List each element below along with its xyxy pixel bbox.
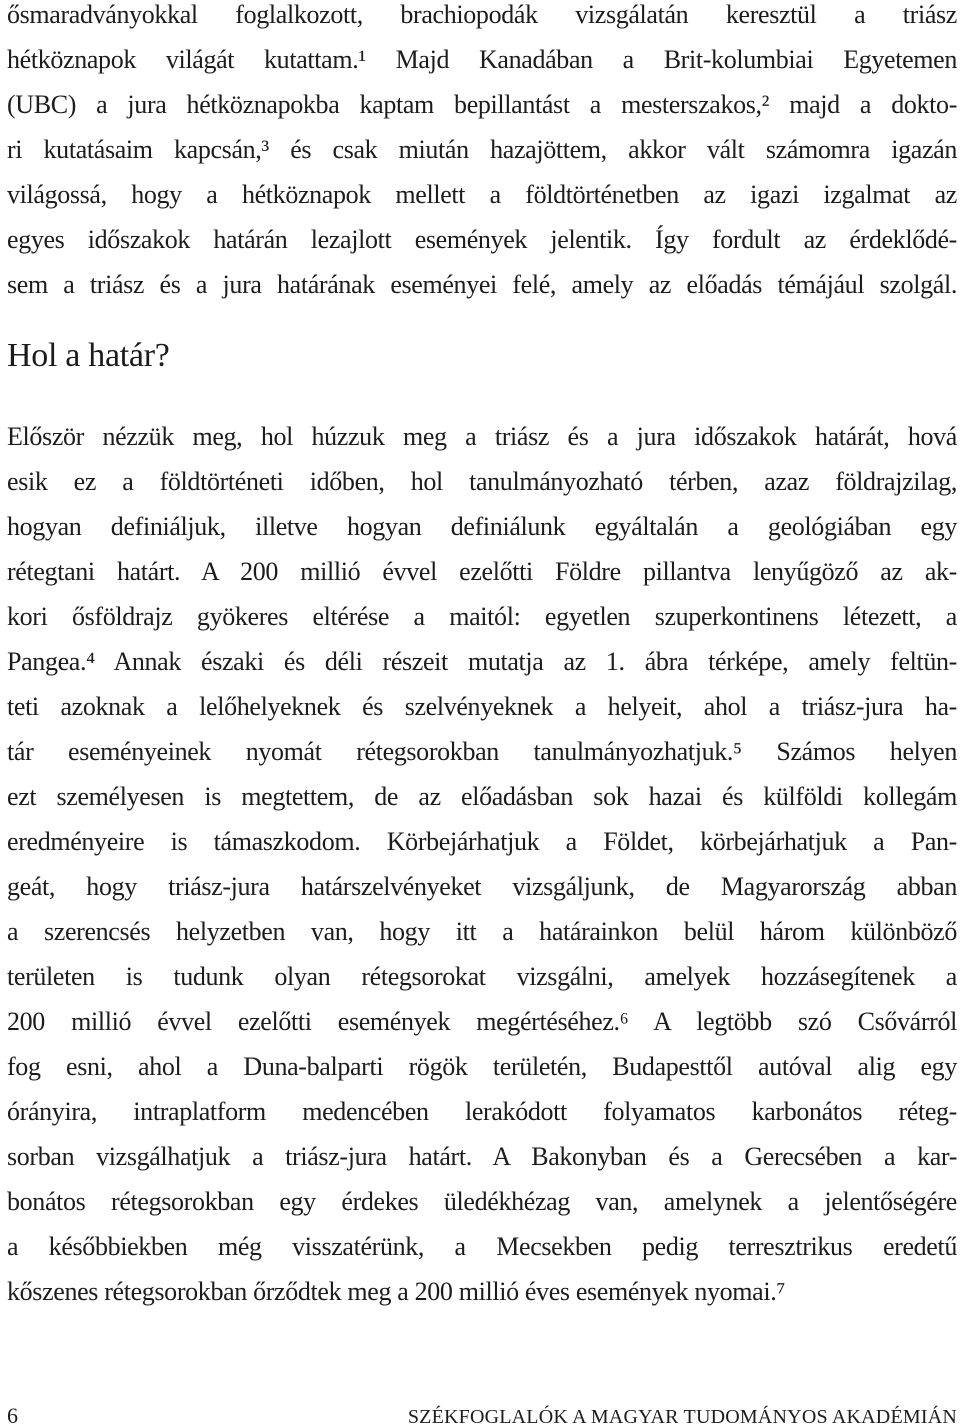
page-number: 6 [7,1403,18,1428]
text-line: Pangea.⁴ Annak északi és déli részeit mutatja az 1. ábra térképe, amely feltün- [7,647,957,676]
text-line: ri kutatásaim kapcsán,³ és csak miután hazajöttem, akkor vált számomra igazán [7,135,957,164]
text-line: eredményeire is támaszkodom. Körbejárhatjuk a Földet, körbejárhatjuk a Pan- [7,827,957,856]
section-heading: Hol a határ? [7,337,170,374]
text-line: órányira, intraplatform medencében lerakódott folyamatos karbonátos réteg- [7,1097,957,1126]
text-line: ősmaradványokkal foglalkozott, brachiopodák vizsgálatán keresztül a triász [7,0,957,29]
document-page [7,0,957,1428]
text-line: tár eseményeinek nyomát rétegsorokban tanulmányozhatjuk.⁵ Számos helyen [7,737,957,766]
text-line: sorban vizsgálhatjuk a triász-jura határt. A Bakonyban és a Gerecsében a kar- [7,1142,957,1171]
text-line: világossá, hogy a hétköznapok mellett a földtörténetben az igazi izgalmat az [7,180,957,209]
text-line: esik ez a földtörténeti időben, hol tanulmányozható térben, azaz földrajzilag, [7,467,957,496]
text-line: (UBC) a jura hétköznapokba kaptam bepillantást a mesterszakos,² majd a dokto- [7,90,957,119]
text-line: a szerencsés helyzetben van, hogy itt a határainkon belül három különböző [7,917,957,946]
running-title: SZÉKFOGLALÓK A MAGYAR TUDOMÁNYOS AKADÉMIÁN [407,1406,957,1428]
text-line: kőszenes rétegsorokban őrződtek meg a 200 millió éves események nyomai.⁷ [7,1277,786,1306]
text-line: sem a triász és a jura határának eseményei felé, amely az előadás témájául szolgál. [7,270,957,299]
text-line: ezt személyesen is megtettem, de az előadásban sok hazai és külföldi kollegám [7,782,957,811]
text-line: rétegtani határt. A 200 millió évvel ezelőtti Földre pillantva lenyűgöző az ak- [7,557,957,586]
text-line: bonátos rétegsorokban egy érdekes üledékhézag van, amelynek a jelentőségére [7,1187,957,1216]
text-line: geát, hogy triász-jura határszelvényeket vizsgáljunk, de Magyarország abban [7,872,957,901]
text-line: a későbbiekben még visszatérünk, a Mecsekben pedig terresztrikus eredetű [7,1232,957,1261]
text-line: hogyan definiáljuk, illetve hogyan definiálunk egyáltalán a geológiában egy [7,512,957,541]
text-line: kori ősföldrajz gyökeres eltérése a maitól: egyetlen szuperkontinens létezett, a [7,602,957,631]
text-line: egyes időszakok határán lezajlott események jelentik. Így fordult az érdeklődé- [7,225,957,254]
text-line: fog esni, ahol a Duna-balparti rögök területén, Budapesttől autóval alig egy [7,1052,957,1081]
text-line: Először nézzük meg, hol húzzuk meg a triász és a jura időszakok határát, hová [7,422,957,451]
text-line: 200 millió évvel ezelőtti események megértéséhez.⁶ A legtöbb szó Csővárról [7,1007,957,1036]
text-line: hétköznapok világát kutattam.¹ Majd Kanadában a Brit-kolumbiai Egyetemen [7,45,957,74]
text-line: területen is tudunk olyan rétegsorokat vizsgálni, amelyek hozzásegítenek a [7,962,957,991]
text-line: teti azoknak a lelőhelyeknek és szelvényeknek a helyeit, ahol a triász-jura ha- [7,692,957,721]
